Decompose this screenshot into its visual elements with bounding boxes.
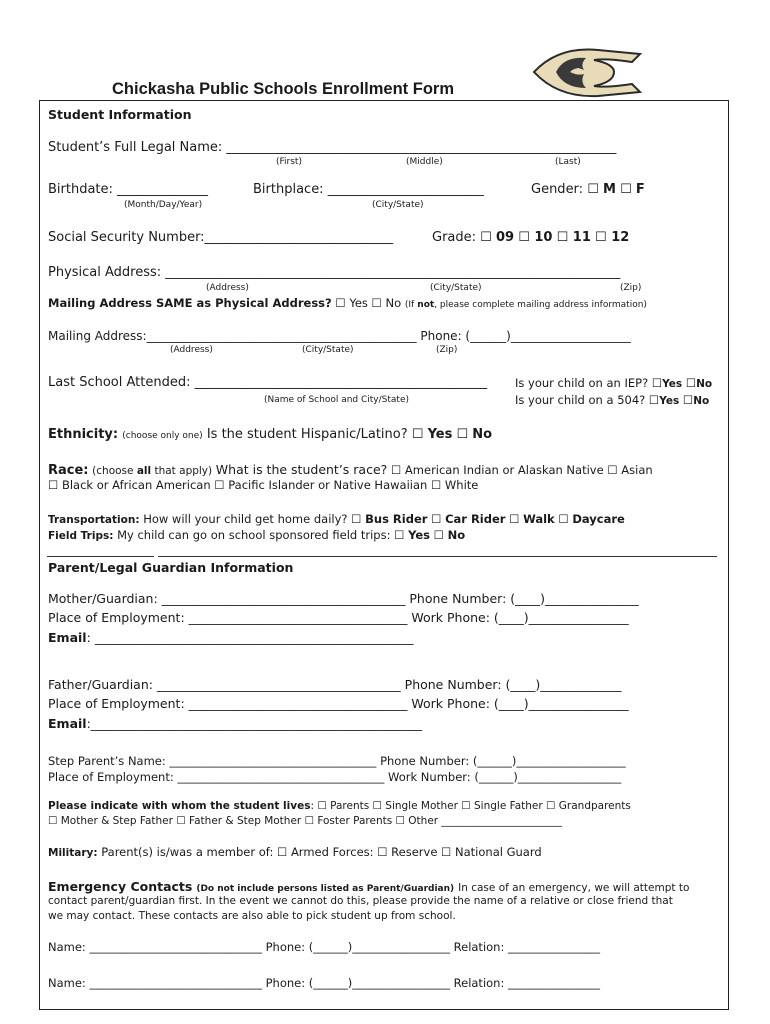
- gender-f-checkbox[interactable]: ☐: [620, 182, 632, 197]
- mailing-hint-citystate: (City/State): [302, 345, 354, 355]
- iep-yes-option[interactable]: Yes: [662, 378, 683, 390]
- emergency-text-1: In case of an emergency, we will attempt to: [458, 882, 690, 894]
- mailing-same-question[interactable]: [48, 296, 647, 310]
- emergency-contact-row-1[interactable]: Name: ______________________________ Phone: (______)_________________ Relation: ________________: [48, 940, 600, 954]
- grade-label: Grade: ☐: [432, 230, 492, 245]
- mailing-address-field[interactable]: Mailing Address:_____________________________________________ Phone: (______)____________________: [48, 329, 631, 343]
- race-options-line2[interactable]: ☐ Black or African American ☐ Pacific Islander or Native Hawaiian ☐ White: [48, 478, 479, 492]
- gender-f-option[interactable]: F: [635, 182, 645, 197]
- grade-12-option[interactable]: ☐ 12: [595, 230, 630, 245]
- race-note-a: (choose: [92, 465, 134, 477]
- emergency-text-2: contact parent/guardian first. In the event we cannot do this, please provide the name of a relative or close friend that: [48, 895, 673, 907]
- physical-hint-zip: (Zip): [620, 283, 642, 293]
- 504-no-checkbox[interactable]: ☐: [682, 393, 694, 407]
- field-trips-no-checkbox[interactable]: ☐: [433, 528, 444, 542]
- mailing-hint-zip: (Zip): [436, 345, 458, 355]
- field-trips-no-option[interactable]: No: [447, 528, 466, 542]
- 504-no-option[interactable]: No: [693, 395, 710, 407]
- ethnicity-no-checkbox[interactable]: ☐: [456, 427, 469, 442]
- 504-text: Is your child on a 504? ☐: [515, 393, 660, 407]
- father-guardian-field[interactable]: Father/Guardian: _______________________________________ Phone Number: (____)_____________: [48, 677, 622, 692]
- ethnicity-question[interactable]: [48, 427, 492, 442]
- mother-email-field[interactable]: [48, 630, 414, 645]
- transport-daycare-checkbox[interactable]: ☐: [558, 512, 569, 526]
- race-note-b: that apply): [154, 465, 213, 477]
- transport-car-checkbox[interactable]: ☐: [431, 512, 442, 526]
- race-question[interactable]: [48, 462, 653, 478]
- lives-with-options-line1[interactable]: : ☐ Parents ☐ Single Mother ☐ Single Father ☐ Grandparents: [310, 800, 631, 812]
- physical-hint-citystate: (City/State): [430, 283, 482, 293]
- lives-with-label: Please indicate with whom the student lives: [48, 800, 311, 812]
- birthplace-field[interactable]: Birthplace: ________________________: [253, 182, 484, 197]
- transport-label: Transportation:: [48, 514, 140, 526]
- grade-11-option[interactable]: ☐ 11: [556, 230, 591, 245]
- transport-walk-option[interactable]: Walk: [523, 512, 555, 526]
- mailing-same-not-word: not: [417, 300, 435, 310]
- birthdate-hint: (Month/Day/Year): [124, 200, 203, 210]
- lives-with-question[interactable]: [48, 800, 631, 812]
- emergency-heading: Emergency Contacts: [48, 879, 193, 894]
- ethnicity-text: Is the student Hispanic/Latino? ☐: [206, 427, 424, 442]
- grade-group[interactable]: [432, 230, 629, 245]
- chickasha-c-logo-icon: [528, 44, 646, 100]
- step-parent-employment-field[interactable]: Place of Employment: ____________________________________ Work Number: (______)__________________: [48, 770, 622, 784]
- mailing-same-options[interactable]: ☐ Yes ☐ No: [335, 296, 402, 310]
- transport-car-option[interactable]: Car Rider: [445, 512, 506, 526]
- race-options-line1[interactable]: ☐ American Indian or Alaskan Native ☐ Asian: [390, 463, 653, 477]
- chickasha-logo: [528, 44, 646, 100]
- section-divider: [158, 556, 717, 557]
- field-trips-label: Field Trips:: [48, 530, 114, 542]
- race-note: [92, 465, 212, 477]
- race-label: Race:: [48, 463, 89, 478]
- physical-hint-address: (Address): [206, 283, 249, 293]
- mailing-same-label: Mailing Address SAME as Physical Address?: [48, 296, 332, 310]
- gender-m-option[interactable]: M: [602, 182, 616, 197]
- father-email-line[interactable]: :_____________________________________________________: [86, 716, 423, 731]
- student-name-field[interactable]: Student’s Full Legal Name: ____________________________________________________________: [48, 140, 617, 155]
- mailing-same-note: , please complete mailing address information): [434, 300, 647, 310]
- name-hint-middle: (Middle): [406, 157, 443, 167]
- guardian-heading: Parent/Legal Guardian Information: [48, 560, 294, 575]
- 504-question[interactable]: [515, 393, 709, 407]
- gender-group[interactable]: [531, 182, 645, 197]
- military-label: Military:: [48, 847, 98, 859]
- section-divider-left: [47, 556, 154, 557]
- military-options[interactable]: Parent(s) is/was a member of: ☐ Armed Forces: ☐ Reserve ☐ National Guard: [101, 845, 542, 859]
- race-note-all: all: [136, 465, 152, 477]
- iep-text: Is your child on an IEP? ☐: [515, 376, 663, 390]
- lives-with-options-line2[interactable]: ☐ Mother & Step Father ☐ Father & Step Mother ☐ Foster Parents ☐ Other _______________________: [48, 815, 563, 827]
- iep-no-option[interactable]: No: [696, 378, 713, 390]
- gender-label: Gender: ☐: [531, 182, 599, 197]
- last-school-field[interactable]: Last School Attended: _____________________________________________: [48, 375, 488, 390]
- last-school-hint: (Name of School and City/State): [264, 395, 409, 405]
- name-hint-last: (Last): [555, 157, 581, 167]
- mailing-same-not: [414, 300, 434, 310]
- mother-email-line[interactable]: : ___________________________________________________: [86, 630, 414, 645]
- ethnicity-yes-option[interactable]: Yes: [427, 427, 453, 442]
- emergency-contact-row-2[interactable]: Name: ______________________________ Phone: (______)_________________ Relation: ________________: [48, 976, 600, 990]
- name-hint-first: (First): [276, 157, 302, 167]
- mother-email-label: Email: [48, 630, 87, 645]
- grade-09-option[interactable]: 09: [495, 230, 515, 245]
- field-trips-text: My child can go on school sponsored field trips: ☐: [117, 528, 405, 542]
- 504-yes-option[interactable]: Yes: [659, 395, 680, 407]
- mailing-hint-address: (Address): [170, 345, 213, 355]
- transport-text: How will your child get home daily? ☐: [143, 512, 362, 526]
- ethnicity-no-option[interactable]: No: [472, 427, 493, 442]
- emergency-note: (Do not include persons listed as Parent/Guardian): [196, 884, 455, 894]
- transport-bus-option[interactable]: Bus Rider: [365, 512, 428, 526]
- emergency-heading-line: [48, 879, 689, 894]
- student-info-heading: Student Information: [48, 107, 192, 122]
- military-question[interactable]: [48, 845, 542, 859]
- birthdate-field[interactable]: Birthdate: ______________: [48, 182, 209, 197]
- iep-question[interactable]: [515, 376, 712, 390]
- father-email-label: Email: [48, 716, 87, 731]
- ethnicity-note: (choose only one): [122, 431, 203, 441]
- step-parent-field[interactable]: Step Parent’s Name: ____________________________________ Phone Number: (______)___________________: [48, 754, 626, 768]
- transport-daycare-option[interactable]: Daycare: [572, 512, 625, 526]
- field-trips-yes-option[interactable]: Yes: [408, 528, 430, 542]
- field-trips-question[interactable]: [48, 528, 465, 542]
- father-employment-field[interactable]: Place of Employment: ___________________________________ Work Phone: (____)________________: [48, 696, 629, 711]
- emergency-text-3: we may contact. These contacts are also able to pick student up from school.: [48, 910, 456, 922]
- ethnicity-label: Ethnicity:: [48, 427, 119, 442]
- physical-address-field[interactable]: Physical Address: ______________________________________________________________________: [48, 265, 621, 280]
- transportation-question[interactable]: [48, 512, 625, 526]
- mailing-same-if: (If: [404, 300, 415, 310]
- father-email-field[interactable]: [48, 716, 422, 731]
- race-text: What is the student’s race?: [215, 462, 388, 477]
- iep-no-checkbox[interactable]: ☐: [685, 376, 697, 390]
- grade-10-option[interactable]: ☐ 10: [518, 230, 553, 245]
- mother-employment-field[interactable]: Place of Employment: ___________________________________ Work Phone: (____)________________: [48, 610, 629, 625]
- birthplace-hint: (City/State): [372, 200, 424, 210]
- mother-guardian-field[interactable]: Mother/Guardian: _______________________________________ Phone Number: (____)_______________: [48, 591, 639, 606]
- transport-walk-checkbox[interactable]: ☐: [509, 512, 520, 526]
- form-title: Chickasha Public Schools Enrollment Form: [112, 80, 454, 98]
- ssn-field[interactable]: Social Security Number:_____________________________: [48, 230, 394, 245]
